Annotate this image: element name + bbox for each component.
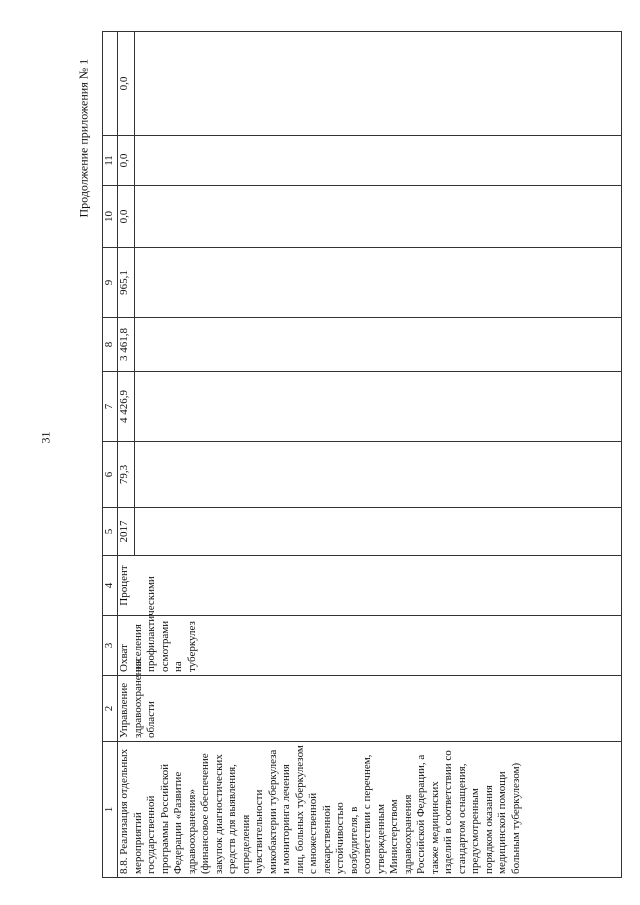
cell-indicator: Охват населения профилактическими осмотрами на туберкулез (118, 616, 622, 676)
cell-empty-8 (135, 318, 622, 372)
col-header-3: 3 (103, 616, 118, 676)
cell-responsible: Управление здравоохранения области (118, 676, 622, 742)
col-header-2: 2 (103, 676, 118, 742)
col-header-6: 6 (103, 442, 118, 508)
col-header-blank (103, 32, 118, 136)
col-header-1: 1 (103, 742, 118, 878)
col-header-8: 8 (103, 318, 118, 372)
cell-year: 2017 (118, 508, 135, 556)
col-header-11: 11 (103, 136, 118, 186)
continuation-note: Продолжение приложения № 1 (76, 58, 91, 218)
cell-value-6: 79,3 (118, 442, 135, 508)
cell-empty-12 (135, 32, 622, 136)
rotated-table-wrapper (102, 32, 622, 878)
column-number-row (103, 32, 118, 878)
cell-empty-10 (135, 186, 622, 248)
cell-value-9: 965,1 (118, 248, 135, 318)
cell-value-7: 4 426,9 (118, 372, 135, 442)
col-header-9: 9 (103, 248, 118, 318)
cell-value-11b: 0,0 (118, 32, 135, 136)
cell-empty-9 (135, 248, 622, 318)
page-number: 31 (38, 431, 53, 444)
col-header-4: 4 (103, 556, 118, 616)
cell-empty-7 (135, 372, 622, 442)
table-row-values (118, 32, 135, 878)
cell-empty-5 (135, 508, 622, 556)
col-header-7: 7 (103, 372, 118, 442)
cell-empty-6 (135, 442, 622, 508)
cell-value-11: 0,0 (118, 136, 135, 186)
appendix-table (102, 31, 622, 878)
col-header-10: 10 (103, 186, 118, 248)
cell-empty-11 (135, 136, 622, 186)
cell-value-8: 3 461,8 (118, 318, 135, 372)
cell-unit: Процент (118, 556, 622, 616)
cell-activity: 8.8. Реализация отдельных мероприятий государственной программы Российской Федерации «Развитие здравоохранения» (финансовое обеспечение закупок диагностических средств для выявления, определения чувствительности микобактерии туберкулеза и мониторинга лечения лиц, больных туберкулезом с множественной лекарственной устойчивостью возбудителя, в соответствии с перечнем, утвержденным Министерством здравоохранения Российской Федерации, а также медицинских изделий в соответствии со стандартом оснащения, предусмотренным порядком оказания медицинской помощи больным туберкулезом) (118, 742, 622, 878)
col-header-5: 5 (103, 508, 118, 556)
cell-value-10: 0,0 (118, 186, 135, 248)
